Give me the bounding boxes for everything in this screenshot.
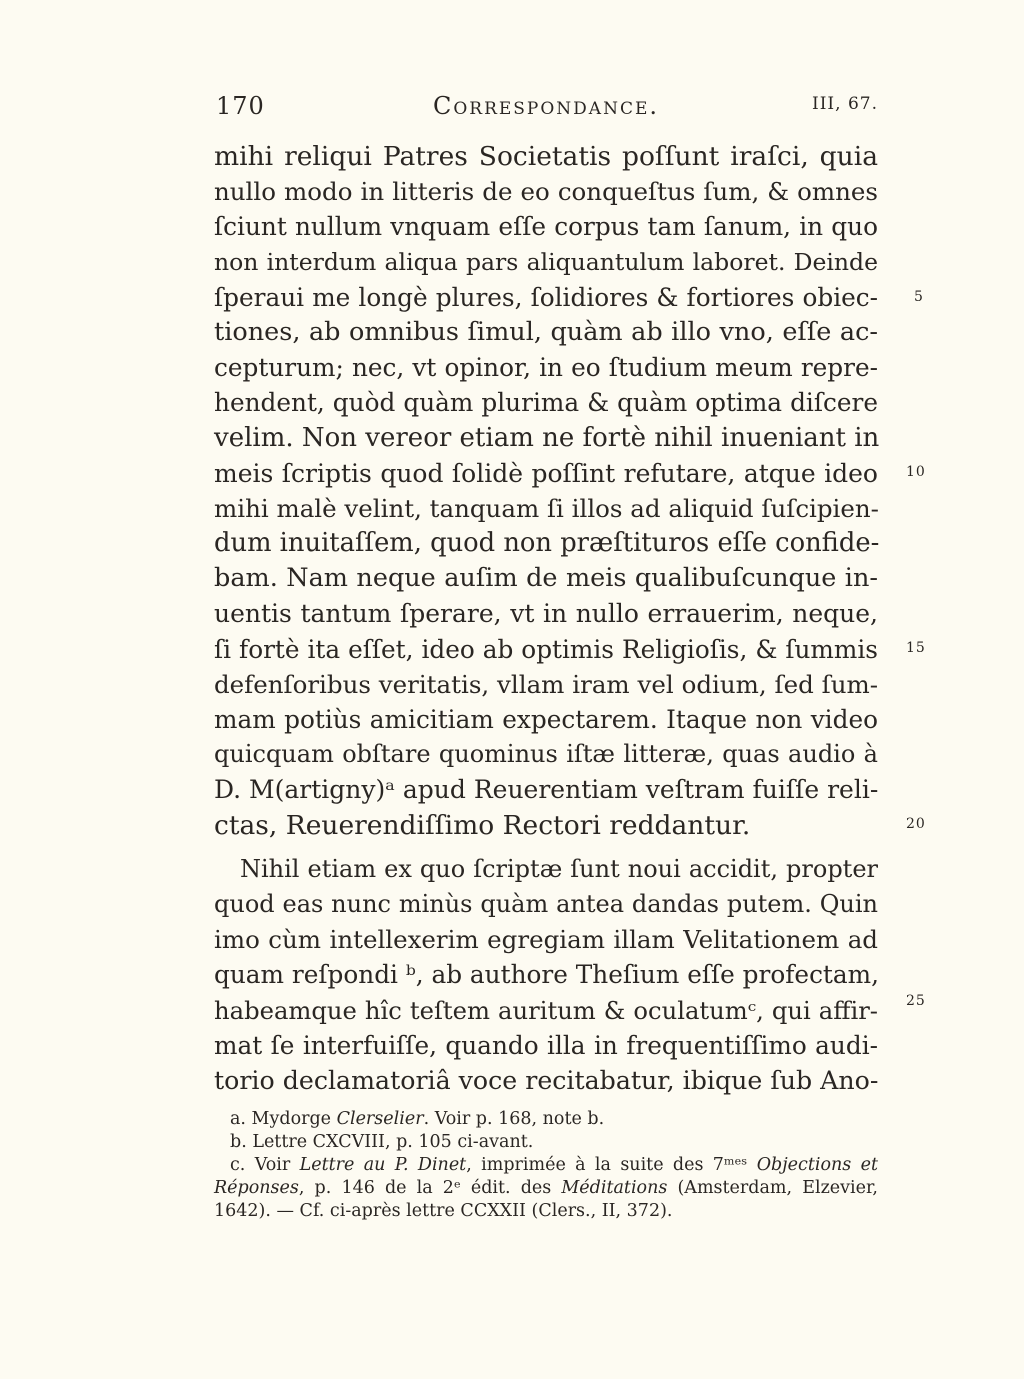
volume-reference: III, 67. <box>812 94 878 114</box>
text-line: defenſoribus veritatis, vllam iram vel odium, ſed ſum- <box>214 669 878 699</box>
line-number: 5 <box>914 289 924 305</box>
line-number: 25 <box>906 993 926 1009</box>
line-number: 10 <box>906 464 926 480</box>
text-line: mat ſe interfuiſſe, quando illa in frequentiſſimo audi- <box>214 1030 878 1060</box>
running-title: Correspondance. <box>432 92 660 120</box>
text-line: D. M(artigny)ᵃ apud Reuerentiam veſtram fuiſſe reli- <box>214 775 879 805</box>
running-header <box>214 86 878 126</box>
text-line: dum inuitaſſem, quod non præſtituros eſſe confide- <box>214 528 880 559</box>
text-line: habeamque hîc teſtem auritum & oculatumᶜ, qui affir- <box>214 995 878 1025</box>
paragraph-gap <box>214 843 878 852</box>
text-line: nullo modo in litteris de eo conqueſtus ſum, & omnes <box>214 177 878 207</box>
footnotes <box>214 1108 878 1223</box>
text-line: mihi reliqui Patres Societatis poſſunt iraſci, quia <box>214 141 878 172</box>
footnote-b: b. Lettre CXCVIII, p. 105 ci-avant. <box>230 1132 534 1152</box>
text-line: ſi fortè ita eſſet, ideo ab optimis Religioſis, & ſummis <box>214 634 878 664</box>
text-line: bam. Nam neque auſim de meis qualibuſcunque in- <box>214 563 878 594</box>
text-line: imo cùm intellexerim egregiam illam Velitationem ad <box>214 925 878 955</box>
text-line: cepturum; nec, vt opinor, in eo ſtudium meum repre- <box>214 353 878 383</box>
text-line: velim. Non vereor etiam ne fortè nihil inueniant in <box>214 422 880 453</box>
text-line: meis ſcriptis quod ſolidè poſſint refutare, atque ideo <box>214 458 878 488</box>
footnote-a: a. Mydorge Clerselier. Voir p. 168, note b. <box>230 1109 605 1129</box>
page-number: 170 <box>216 92 265 120</box>
text-line: ctas, Reuerendiſſimo Rectori reddantur. <box>214 809 751 841</box>
text-line: quam reſpondi ᵇ, ab authore Theſium eſſe profectam, <box>214 960 879 990</box>
text-line: ſperaui me longè plures, ſolidiores & fortiores obiec- <box>214 282 878 312</box>
text-line: hendent, quòd quàm plurima & quàm optima diſcere <box>214 388 878 418</box>
text-line: mihi malè velint, tanquam ſi illos ad aliquid ſuſcipien- <box>214 493 879 523</box>
text-line: torio declamatoriâ voce recitabatur, ibique ſub Ano- <box>214 1065 879 1095</box>
main-text <box>214 139 878 1098</box>
text-line: Nihil etiam ex quo ſcriptæ ſunt noui accidit, propter <box>240 854 878 883</box>
line-number: 15 <box>906 640 926 656</box>
text-line: uentis tantum ſperare, vt in nullo errauerim, neque, <box>214 599 878 629</box>
footnote-c-line2: Réponses, p. 146 de la 2ᵉ édit. des Méditations (Amsterdam, Elzevier, <box>214 1178 878 1198</box>
line-number: 20 <box>906 816 926 832</box>
text-line: quicquam obſtare quominus iſtæ litteræ, quas audio à <box>214 740 878 769</box>
text-line: ſciunt nullum vnquam eſſe corpus tam ſanum, in quo <box>214 212 878 242</box>
text-line: mam potiùs amicitiam expectarem. Itaque non video <box>214 705 878 734</box>
footnote-c-line1: c. Voir Lettre au P. Dinet, imprimée à la suite des 7ᵐᵉˢ Objections et <box>230 1155 878 1175</box>
text-line: non interdum aliqua pars aliquantulum laboret. Deinde <box>214 247 878 276</box>
footnote-c-line3: 1642). — Cf. ci-après lettre CCXXII (Clers., II, 372). <box>214 1201 673 1221</box>
text-line: tiones, ab omnibus ſimul, quàm ab illo vno, eſſe ac- <box>214 316 878 347</box>
text-line: quod eas nunc minùs quàm antea dandas putem. Quin <box>214 889 878 918</box>
